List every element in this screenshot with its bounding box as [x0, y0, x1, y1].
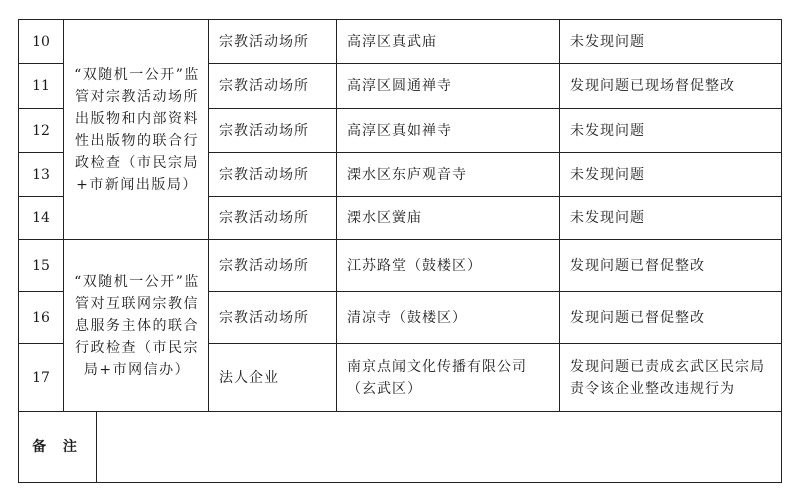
site-type: 宗教活动场所: [219, 33, 309, 50]
inspection-result: 发现问题已督促整改: [570, 257, 705, 274]
site-name: 清凉寺（鼓楼区）: [347, 309, 467, 326]
inspection-result: 发现问题已责成玄武区民宗局责令该企业整改违规行为: [570, 358, 765, 397]
row-number: 13: [32, 166, 50, 183]
inspection-group-2: “双随机一公开”监管对互联网宗教信息服务主体的联合行政检查（市民宗局+市网信办）: [74, 273, 200, 378]
inspection-result: 未发现问题: [570, 122, 645, 139]
inspection-group-1: “双随机一公开”监管对宗教活动场所出版物和内部资料性出版物的联合行政检查（市民宗局+市新闻出版局）: [74, 66, 200, 193]
site-type: 宗教活动场所: [219, 122, 309, 139]
table-border-right: [781, 19, 782, 483]
site-name: 溧水区东庐观音寺: [347, 166, 467, 183]
row-number: 16: [32, 309, 50, 326]
site-name: 溧水区黉庙: [347, 210, 422, 226]
site-type: 宗教活动场所: [219, 210, 309, 226]
site-type: 宗教活动场所: [219, 166, 309, 183]
site-type: 宗教活动场所: [219, 257, 309, 274]
site-name: 江苏路堂（鼓楼区）: [347, 257, 482, 274]
site-name: 南京点闻文化传播有限公司（玄武区）: [347, 358, 527, 397]
inspection-result: 未发现问题: [570, 33, 645, 50]
row-number: 10: [32, 33, 50, 50]
inspection-result: 未发现问题: [570, 166, 645, 183]
row-number: 14: [32, 210, 50, 226]
remarks-label: 备 注: [32, 439, 83, 455]
site-type: 宗教活动场所: [219, 78, 309, 94]
inspection-result: 发现问题已督促整改: [570, 309, 705, 326]
site-name: 高淳区圆通禅寺: [347, 78, 452, 94]
row-number: 11: [32, 78, 50, 94]
site-type: 法人企业: [219, 369, 279, 386]
inspection-result: 未发现问题: [570, 210, 645, 226]
row-number: 17: [32, 369, 50, 386]
row-number: 12: [32, 122, 50, 139]
col-divider-1: [63, 19, 64, 411]
site-name: 高淳区真如禅寺: [347, 122, 452, 139]
row-number: 15: [32, 257, 50, 274]
site-type: 宗教活动场所: [219, 309, 309, 326]
remarks-content: [97, 412, 781, 482]
table-border-bottom: [18, 482, 782, 483]
site-name: 高淳区真武庙: [347, 33, 437, 50]
inspection-result: 发现问题已现场督促整改: [570, 78, 735, 94]
